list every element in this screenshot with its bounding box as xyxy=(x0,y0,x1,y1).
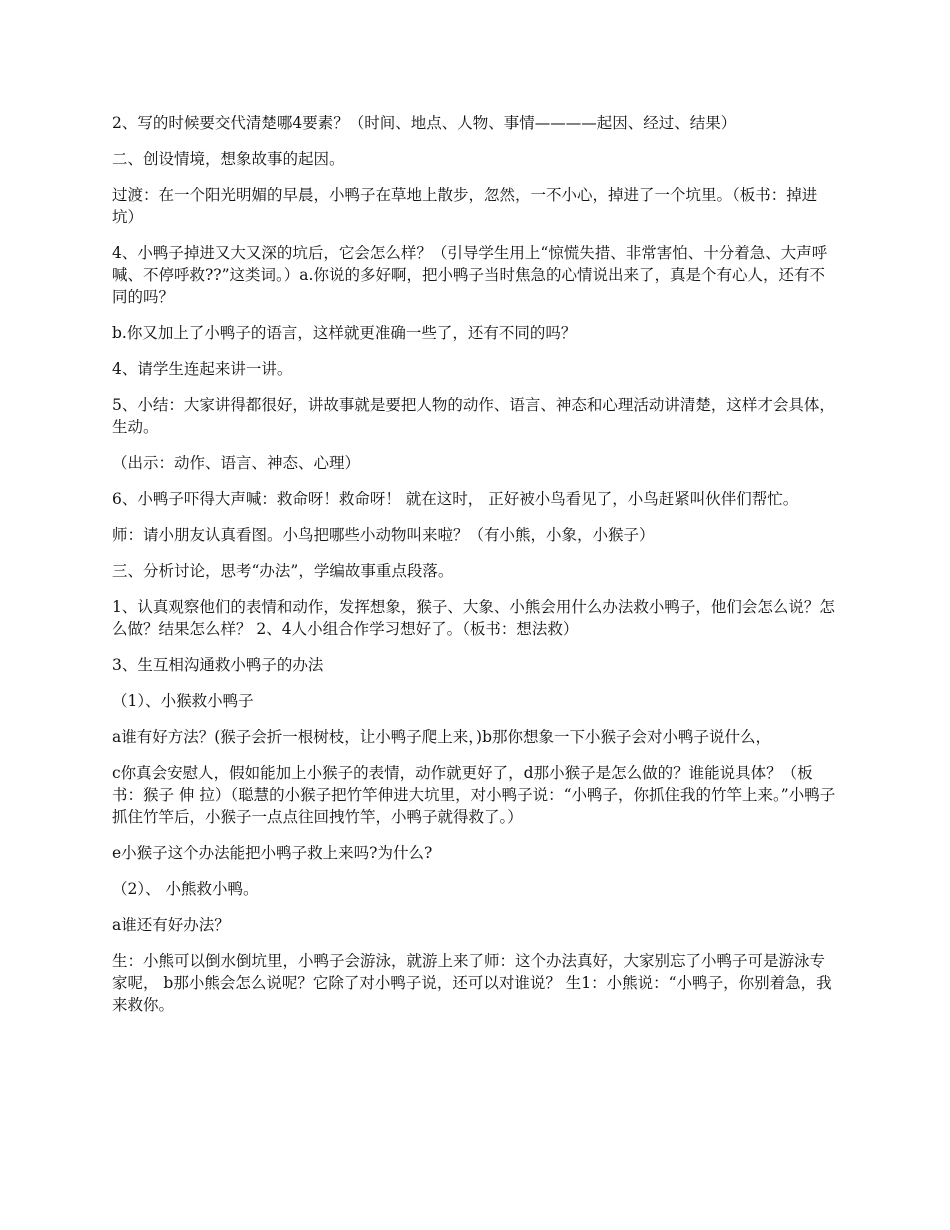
paragraph: 4、小鸭子掉进又大又深的坑后，它会怎么样？（引导学生用上“惊慌失措、非常害怕、十分着急、大声呼喊、不停呼救??”这类词。）a.你说的多好啊，把小鸭子当时焦急的心情说出来了，真是个有心人，还有不同的吗？ xyxy=(112,244,828,306)
paragraph: 6、小鸭子吓得大声喊：救命呀！救命呀！ 就在这时， 正好被小鸟看见了，小鸟赶紧叫伙伴们帮忙。 xyxy=(112,490,799,508)
paragraph: e小猴子这个办法能把小鸭子救上来吗?为什么? xyxy=(112,844,433,862)
document-body xyxy=(112,112,838,1030)
paragraph: 生：小熊可以倒水倒坑里，小鸭子会游泳，就游上来了师：这个办法真好，大家别忘了小鸭子可是游泳专家呢， b那小熊会怎么说呢？它除了对小鸭子说，还可以对谁说？ 生1：小熊说：“小鸭子，你别着急，我来救你。 xyxy=(112,952,832,1014)
paragraph: （2）、 小熊救小鸭。 xyxy=(112,880,259,898)
section-heading: 三、分析讨论，思考“办法”，学编故事重点段落。 xyxy=(112,562,454,580)
paragraph: （出示：动作、语言、神态、心理） xyxy=(112,454,361,472)
section-heading: 二、创设情境，想象故事的起因。 xyxy=(112,150,345,168)
paragraph: 2、写的时候要交代清楚哪4要素？（时间、地点、人物、事情————起因、经过、结果） xyxy=(112,114,737,132)
paragraph: 4、请学生连起来讲一讲。 xyxy=(112,360,293,378)
paragraph: c你真会安慰人，假如能加上小猴子的表情，动作就更好了，d那小猴子是怎么做的？谁能说具体？（板书：猴子 伸 拉）（聪慧的小猴子把竹竿伸进大坑里，对小鸭子说：“小鸭子，你抓住我的竹竿上来。”小鸭子抓住竹竿后，小猴子一点点往回拽竹竿，小鸭子就得救了。） xyxy=(112,764,836,826)
paragraph: a谁有好方法？(猴子会折一根树枝，让小鸭子爬上来，)b那你想象一下小猴子会对小鸭子说什么， xyxy=(112,728,772,746)
paragraph: （1）、小猴救小鸭子 xyxy=(112,692,254,710)
paragraph: 过渡：在一个阳光明媚的早晨，小鸭子在草地上散步，忽然，一不小心，掉进了一个坑里。（板书：掉进坑） xyxy=(112,186,818,226)
paragraph: 3、生互相沟通救小鸭子的办法 xyxy=(112,656,324,674)
paragraph: b.你又加上了小鸭子的语言，这样就更准确一些了，还有不同的吗？ xyxy=(112,324,577,342)
paragraph: a谁还有好办法？ xyxy=(112,916,230,934)
paragraph: 1、认真观察他们的表情和动作，发挥想象，猴子、大象、小熊会用什么办法救小鸭子，他们会怎么说？怎么做？结果怎么样？ 2、4人小组合作学习想好了。（板书：想法救） xyxy=(112,598,835,638)
paragraph: 师：请小朋友认真看图。小鸟把哪些小动物叫来啦？（有小熊，小象，小猴子） xyxy=(112,526,655,544)
paragraph: 5、小结：大家讲得都很好，讲故事就是要把人物的动作、语言、神态和心理活动讲清楚，这样才会具体，生动。 xyxy=(112,396,835,436)
